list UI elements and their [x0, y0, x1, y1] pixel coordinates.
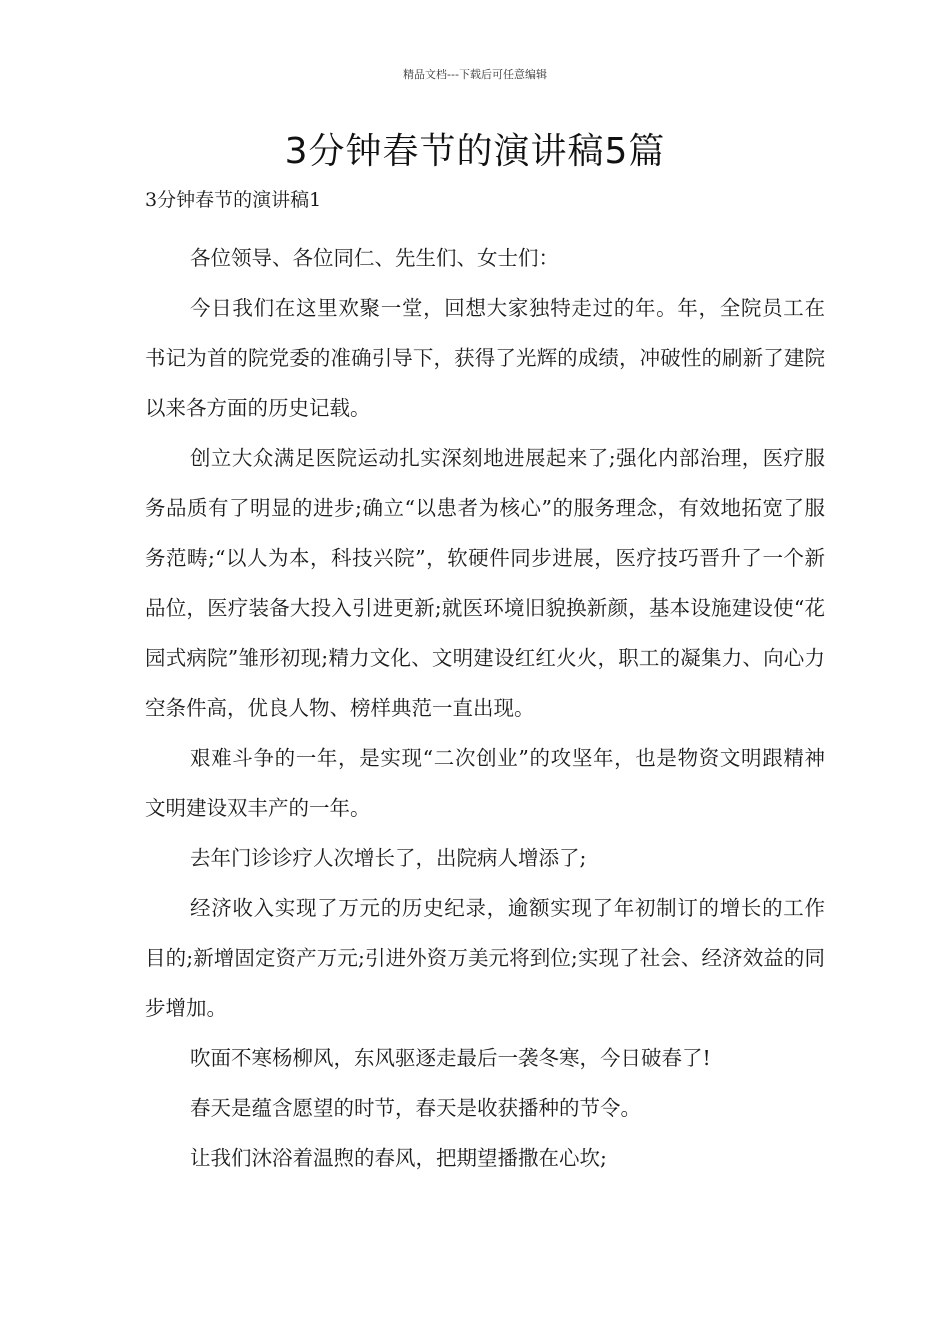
paragraph: 让我们沐浴着温煦的春风，把期望播撒在心坎;	[190, 1146, 607, 1170]
paragraph: 吹面不寒杨柳风，东风驱逐走最后一袭冬寒，今日破春了!	[190, 1046, 711, 1070]
paragraph: 创立大众满足医院运动扎实深刻地进展起来了;强化内部治理，医疗服务品质有了明显的进步;确立“以患者为核心”的服务理念，有效地拓宽了服务范畴;“以人为本，科技兴院”，软硬件同步进展，医疗技巧晋升了一个新品位，医疗装备大投入引进更新;就医环境旧貌换新颜，基本设施建设使“花园式病院”雏形初现;精力文化、文明建设红红火火，职工的凝集力、向心力空条件高，优良人物、榜样典范一直出现。	[145, 446, 825, 720]
paragraph: 经济收入实现了万元的历史纪录，逾额实现了年初制订的增长的工作目的;新增固定资产万元;引进外资万美元将到位;实现了社会、经济效益的同步增加。	[145, 896, 825, 1020]
paragraph: 今日我们在这里欢聚一堂，回想大家独特走过的年。年，全院员工在书记为首的院党委的准确引导下，获得了光辉的成绩，冲破性的刷新了建院以来各方面的历史记载。	[145, 296, 825, 420]
section-subheading: 3分钟春节的演讲稿1	[145, 189, 322, 211]
header-note: 精品文档---下载后可任意编辑	[403, 68, 547, 81]
paragraph: 春天是蕴含愿望的时节，春天是收获播种的节令。	[190, 1096, 641, 1120]
paragraph-greeting: 各位领导、各位同仁、先生们、女士们：	[190, 246, 559, 270]
document-body	[145, 233, 825, 1183]
paragraph: 去年门诊诊疗人次增长了，出院病人增添了;	[190, 846, 587, 870]
paragraph: 艰难斗争的一年，是实现“二次创业”的攻坚年，也是物资文明跟精神文明建设双丰产的一年。	[145, 746, 825, 820]
document-title: 3分钟春节的演讲稿5篇	[284, 131, 666, 172]
